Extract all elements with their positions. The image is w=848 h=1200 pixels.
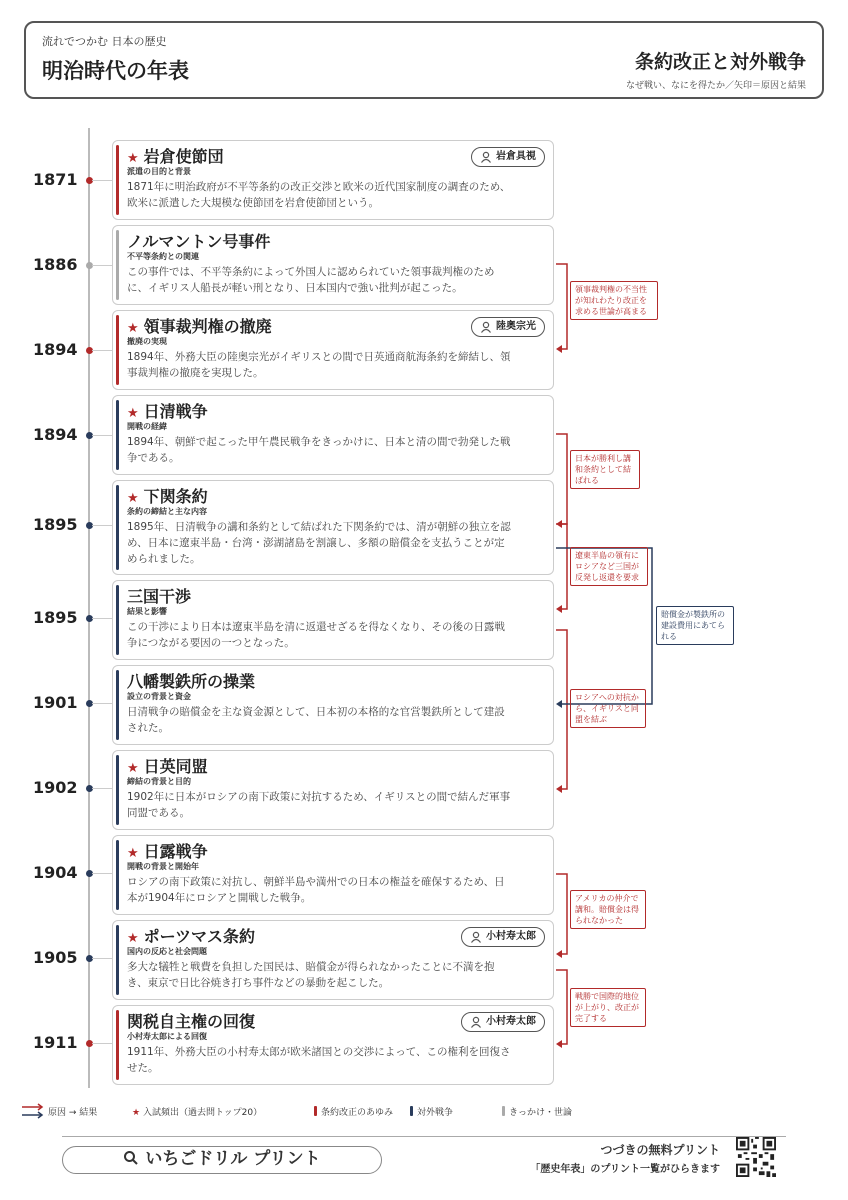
event-year: 1894: [33, 425, 78, 444]
event-title-text: ポーツマス条約: [143, 927, 256, 946]
legend-arrow: 原因 → 結果: [48, 1108, 98, 1118]
person-name: 岩倉具視: [496, 151, 536, 162]
legend-blue: [410, 1105, 453, 1118]
event-title-text: 領事裁判権の撤廃: [143, 317, 272, 336]
arrow-6: [556, 970, 567, 1044]
event-label: 結果と影響: [127, 607, 167, 616]
star-icon: ★: [127, 761, 139, 776]
event-text: 1895年、日清戦争の講和条約として結ばれた下関条約では、清が朝鮮の独立を認め、日本に遼東半島・台湾・澎湖諸島を割譲し、多額の賠償金を支払うことが定められました。: [127, 521, 511, 565]
event-label: 派遣の目的と背景: [127, 167, 191, 176]
legend-blue-label: 対外戦争: [417, 1108, 454, 1118]
event-text: 多大な犠牲と戦費を負担した国民は、賠償金が得られなかったことに不満を抱き、東京で日比谷焼き打ち事件などの暴動を起こした。: [127, 961, 495, 989]
arrow-4: [556, 630, 567, 789]
event-label: 開戦の背景と開始年: [127, 862, 199, 871]
event-title-text: 日露戦争: [143, 842, 208, 861]
event-year: 1894: [33, 340, 78, 359]
event-text: 1911年、外務大臣の小村寿太郎が欧米諸国との交渉によって、この権利を回復させた。: [127, 1046, 511, 1074]
event-year: 1871: [33, 170, 78, 189]
event-label: 設立の背景と資金: [127, 692, 191, 701]
event-text: 1871年に明治政府が不平等条約の改正交渉と欧米の近代国家制度の調査のため、欧米に派遣した大規模な使節団を岩倉使節団という。: [127, 181, 511, 209]
event-label: 撤廃の実現: [127, 337, 167, 346]
event-title-text: 八幡製鉄所の操業: [127, 672, 256, 691]
event-label: 小村寿太郎による回復: [127, 1032, 207, 1041]
legend-red-label: 条約改正のあゆみ: [321, 1108, 394, 1118]
event-year: 1895: [33, 608, 78, 627]
event-label: 国内の反応と社会問題: [127, 947, 207, 956]
event-year: 1886: [33, 255, 78, 274]
event-label: 締結の背景と目的: [127, 777, 191, 786]
star-icon: ★: [127, 491, 139, 506]
arrow-2: [556, 434, 567, 524]
event-label: 条約の締結と主な内容: [127, 507, 207, 516]
event-year: 1901: [33, 693, 78, 712]
event-label: 開戦の経緯: [127, 422, 167, 431]
star-icon: ★: [127, 151, 139, 166]
event-label: 不平等条約との関連: [127, 252, 199, 261]
star-icon: ★: [127, 931, 139, 946]
note-7: 戦勝で国際的地位が上がり、改正が完了する: [570, 988, 646, 1027]
event-text: この事件では、不平等条約によって外国人に認められていた領事裁判権のために、イギリス人船長が軽い刑となり、日本国内で強い批判が起こった。: [127, 266, 495, 294]
event-text: 1894年、朝鮮で起こった甲午農民戦争をきっかけに、日本と清の間で勃発した戦争である。: [127, 436, 511, 464]
event-title-text: 日清戦争: [143, 402, 208, 421]
star-icon: ★: [127, 846, 139, 861]
legend-gray-swatch: [502, 1106, 505, 1116]
star-icon: ★: [127, 406, 139, 421]
event-title-text: 日英同盟: [143, 757, 208, 776]
legend-gray-label: きっかけ・世論: [509, 1108, 573, 1118]
event-text: ロシアの南下政策に対抗し、朝鮮半島や満州での日本の権益を確保するため、日本が1904年にロシアと開戦した戦争。: [127, 876, 505, 904]
event-title-text: 下関条約: [143, 487, 208, 506]
event-year: 1905: [33, 948, 78, 967]
page-title: 明治時代の年表: [42, 59, 189, 83]
footer-line2: 「歴史年表」のプリント一覧がひらきます: [530, 1164, 720, 1175]
event-title-text: 三国干渉: [127, 587, 192, 606]
person-name: 小村寿太郎: [486, 1016, 536, 1027]
legend-red-swatch: [314, 1106, 317, 1116]
event-text: この干渉により日本は遼東半島を清に返還せざるを得なくなり、その後の日露戦争につながる要因の一つとなった。: [127, 621, 505, 649]
legend-red: [314, 1105, 393, 1118]
legend-star: [132, 1105, 262, 1118]
event-title-text: 関税自主権の回復: [127, 1012, 256, 1031]
note-3: 遼東半島の領有にロシアなど三国が反発し返還を要求: [570, 547, 648, 586]
legend-gray: [502, 1105, 572, 1118]
event-year: 1895: [33, 515, 78, 534]
search-icon: [123, 1149, 139, 1174]
event-year: 1904: [33, 863, 78, 882]
event-text: 日清戦争の賠償金を主な資金源として、日本初の本格的な官営製鉄所として建設された。: [127, 706, 505, 734]
star-icon: ★: [127, 321, 139, 336]
legend-arrow-icon: [22, 1104, 42, 1118]
arrow-3: [556, 524, 567, 609]
qr-code-icon[interactable]: [736, 1137, 776, 1177]
legend-blue-swatch: [410, 1106, 413, 1116]
note-1: 領事裁判権の不当性が知れわたり改正を求める世論が高まる: [570, 281, 658, 320]
event-year: 1911: [33, 1033, 78, 1052]
note-5: ロシアへの対抗から、イギリスと同盟を結ぶ: [570, 689, 646, 728]
event-text: 1902年に日本がロシアの南下政策に対抗するため、イギリスとの間で結んだ軍事同盟である。: [127, 791, 511, 819]
event-title-text: ノルマントン号事件: [127, 232, 271, 251]
footer-divider: [62, 1136, 786, 1137]
header-note: なぜ戦い、なにを得たか／矢印＝原因と結果: [625, 81, 806, 91]
note-2: 日本が勝利し講和条約として結ばれる: [570, 450, 640, 489]
arrow-5: [556, 874, 567, 954]
search-label: いちごドリル プリント: [145, 1149, 321, 1169]
header-subtitle: 流れでつかむ 日本の歴史: [42, 35, 167, 48]
arrow-1: [556, 264, 567, 349]
event-title-text: 岩倉使節団: [143, 147, 224, 166]
search-box[interactable]: [62, 1146, 382, 1174]
page-theme: 条約改正と対外戦争: [634, 51, 806, 73]
person-name: 陸奥宗光: [496, 321, 536, 332]
star-icon: ★: [132, 1108, 141, 1118]
event-year: 1902: [33, 778, 78, 797]
person-name: 小村寿太郎: [486, 931, 536, 942]
legend-star-label: 入試頻出（過去問トップ20）: [142, 1108, 263, 1118]
footer-line1: つづきの無料プリント: [600, 1143, 720, 1157]
note-4: 賠償金が製鉄所の建設費用にあてられる: [656, 606, 734, 645]
event-text: 1894年、外務大臣の陸奥宗光がイギリスとの間で日英通商航海条約を締結し、領事裁判権の撤廃を実現した。: [127, 351, 511, 379]
note-6: アメリカの仲介で講和。賠償金は得られなかった: [570, 890, 646, 929]
